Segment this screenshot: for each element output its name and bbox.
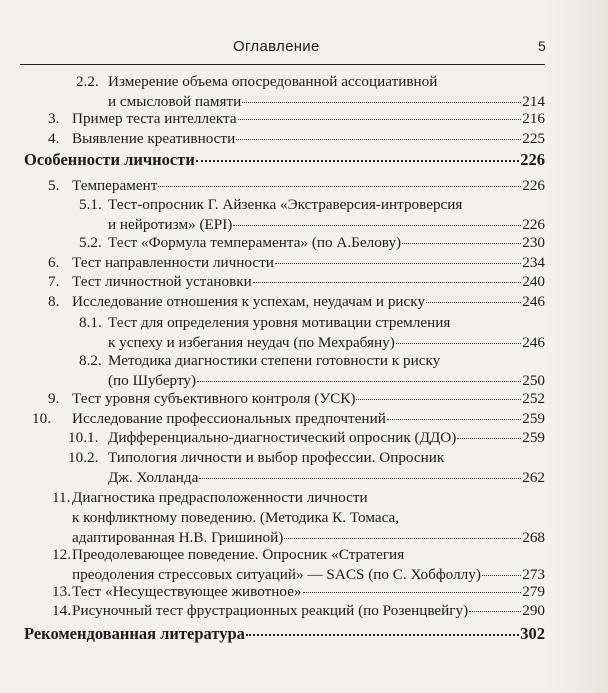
toc-entry (48, 272, 545, 292)
toc-entry-number: 10.1. (68, 429, 99, 446)
toc-entry-title-line: Диагностика предрасположенности личности (72, 489, 368, 506)
toc-entry-page: 268 (522, 529, 545, 546)
dot-leader (253, 282, 521, 283)
toc-entry-page: 290 (522, 602, 545, 619)
toc-entry-number: 10.2. (68, 449, 99, 466)
toc-entry-number: 5.1. (79, 196, 102, 213)
toc-entry-number: 7. (48, 273, 60, 290)
toc-entry (79, 351, 545, 391)
toc-entry-title-line: Рисуночный тест фрустрационных реакций (по Розенцвейгу) (72, 602, 469, 619)
toc-entry-title-line: Исследование отношения к успехам, неудачам и риску (72, 293, 426, 310)
toc-entry-page: 246 (522, 293, 545, 310)
toc-entry-title-line: Выявление креативности (72, 130, 236, 147)
toc-entry-number: 6. (48, 254, 60, 271)
toc-entry (48, 389, 545, 409)
toc-entry-number: 8.2. (79, 352, 102, 369)
toc-entry-title-line: Тест «Несуществующее животное» (72, 583, 302, 600)
toc-entry-page: 226 (522, 177, 545, 194)
toc-entry-page: 302 (520, 624, 545, 643)
toc-entry (48, 176, 545, 196)
toc-entry-page: 273 (522, 566, 545, 583)
toc-entry-page: 250 (522, 372, 545, 389)
toc-entry-number: 14. (52, 602, 71, 619)
toc-entry-page: 279 (522, 583, 545, 600)
toc-entry-number: 4. (48, 130, 60, 147)
dot-leader (199, 478, 521, 479)
page-number: 5 (538, 38, 546, 54)
dot-leader (246, 634, 519, 636)
dot-leader (396, 343, 521, 344)
toc-entry-title-line: Дж. Холланда (108, 469, 199, 486)
toc-entry (52, 582, 545, 602)
dot-leader (197, 381, 521, 382)
toc-entry-number: 3. (48, 110, 60, 127)
toc-entry (79, 195, 545, 235)
dot-leader (238, 119, 522, 120)
toc-entry (68, 448, 545, 488)
toc-entry-page: 230 (522, 234, 545, 251)
dot-leader (236, 139, 521, 140)
toc-entry (48, 129, 545, 149)
toc-entry-page: 246 (522, 334, 545, 351)
toc-entry-title-line: Тест уровня субъективного контроля (УСК) (72, 390, 356, 407)
toc-entry (68, 428, 545, 448)
toc-entry-title-line: Типология личности и выбор профессии. Опросник (108, 449, 445, 466)
toc-entry (52, 601, 545, 621)
toc-entry-title-line: и смысловой памяти (108, 93, 242, 110)
dot-leader (303, 592, 522, 593)
toc-entry-page: 240 (522, 273, 545, 290)
toc-entry-title-line: преодоления стрессовых ситуаций» — SACS (по С. Хобфоллу) (72, 566, 481, 583)
toc-entry (24, 150, 545, 170)
toc-entry-number: 9. (48, 390, 60, 407)
toc-entry-page: 252 (522, 390, 545, 407)
toc-entry (52, 545, 545, 585)
dot-leader (482, 575, 521, 576)
dot-leader (387, 419, 521, 420)
toc-entry-number: 12. (52, 546, 71, 563)
toc-entry-title-line: к успеху и избегания неудач (по Мехрабяну) (108, 334, 395, 351)
toc-entry-title-line: Темперамент (72, 177, 158, 194)
toc-entry-number: 5.2. (79, 234, 102, 251)
toc-entry-page: 259 (522, 410, 545, 427)
page-edge-shadow (548, 0, 608, 693)
dot-leader (158, 186, 521, 187)
toc-entry (32, 409, 545, 429)
toc-entry-page: 259 (522, 429, 545, 446)
dot-leader (233, 225, 521, 226)
toc-entry-number: 2.2. (76, 73, 99, 90)
toc-entry-page: 214 (522, 93, 545, 110)
running-head-title: Оглавление (233, 38, 320, 55)
toc-entry-title-line: Тест личностной установки (72, 273, 252, 290)
dot-leader (402, 243, 521, 244)
toc-entry (79, 313, 545, 353)
dot-leader (426, 302, 521, 303)
toc-entry-title-line: Тест направленности личности (72, 254, 274, 271)
toc-entry-number: 11. (52, 489, 71, 506)
toc-entry (48, 253, 545, 273)
toc-entry-title-line: Методика диагностики степени готовности к риску (108, 352, 441, 369)
toc-entry-title-line: Пример теста интеллекта (72, 110, 237, 127)
toc-entry-page: 234 (522, 254, 545, 271)
toc-entry-title-line: (по Шуберту) (108, 372, 197, 389)
toc-entry-title-line: Измерение объема опосредованной ассоциативной (108, 73, 438, 90)
dot-leader (242, 102, 521, 103)
dot-leader (275, 263, 521, 264)
toc-entry-title-line: Особенности личности (24, 150, 195, 169)
toc-entry-title-line: к конфликтному поведению. (Методика К. Томаса, (72, 509, 400, 526)
toc-entry-number: 10. (32, 410, 51, 427)
toc-entry (52, 488, 545, 548)
toc-entry-number: 5. (48, 177, 60, 194)
toc-entry-title-line: Тест-опросник Г. Айзенка «Экстраверсия-интроверсия (108, 196, 463, 213)
toc-entry-title-line: Тест для определения уровня мотивации стремления (108, 314, 451, 331)
toc-entry-title-line: Рекомендованная литература (24, 624, 245, 643)
toc-entry (79, 233, 545, 253)
toc-entry (76, 72, 545, 112)
toc-entry-number: 8.1. (79, 314, 102, 331)
toc-entry-page: 226 (520, 150, 545, 169)
toc-entry (24, 624, 545, 644)
toc-entry (48, 109, 545, 129)
dot-leader (196, 160, 519, 162)
toc-entry-title-line: Тест «Формула темперамента» (по А.Белову) (108, 234, 402, 251)
toc-entry-page: 225 (522, 130, 545, 147)
toc-entry-title-line: Преодолевающее поведение. Опросник «Стратегия (72, 546, 405, 563)
dot-leader (356, 399, 521, 400)
dot-leader (457, 438, 521, 439)
toc-entry-number: 13. (52, 583, 71, 600)
toc-entry-title-line: адаптированная Н.В. Гришиной) (72, 529, 284, 546)
toc-entry-page: 216 (522, 110, 545, 127)
dot-leader (284, 538, 521, 539)
dot-leader (469, 611, 521, 612)
toc-entry-page: 262 (522, 469, 545, 486)
toc-entry (48, 292, 545, 312)
toc-entry-title-line: Исследование профессиональных предпочтений (72, 410, 386, 427)
toc-entry-title-line: Дифференциально-диагностический опросник (ДДО) (108, 429, 457, 446)
toc-entry-page: 226 (522, 216, 545, 233)
toc-entry-title-line: и нейротизм» (EPI) (108, 216, 233, 233)
toc-entry-number: 8. (48, 293, 60, 310)
